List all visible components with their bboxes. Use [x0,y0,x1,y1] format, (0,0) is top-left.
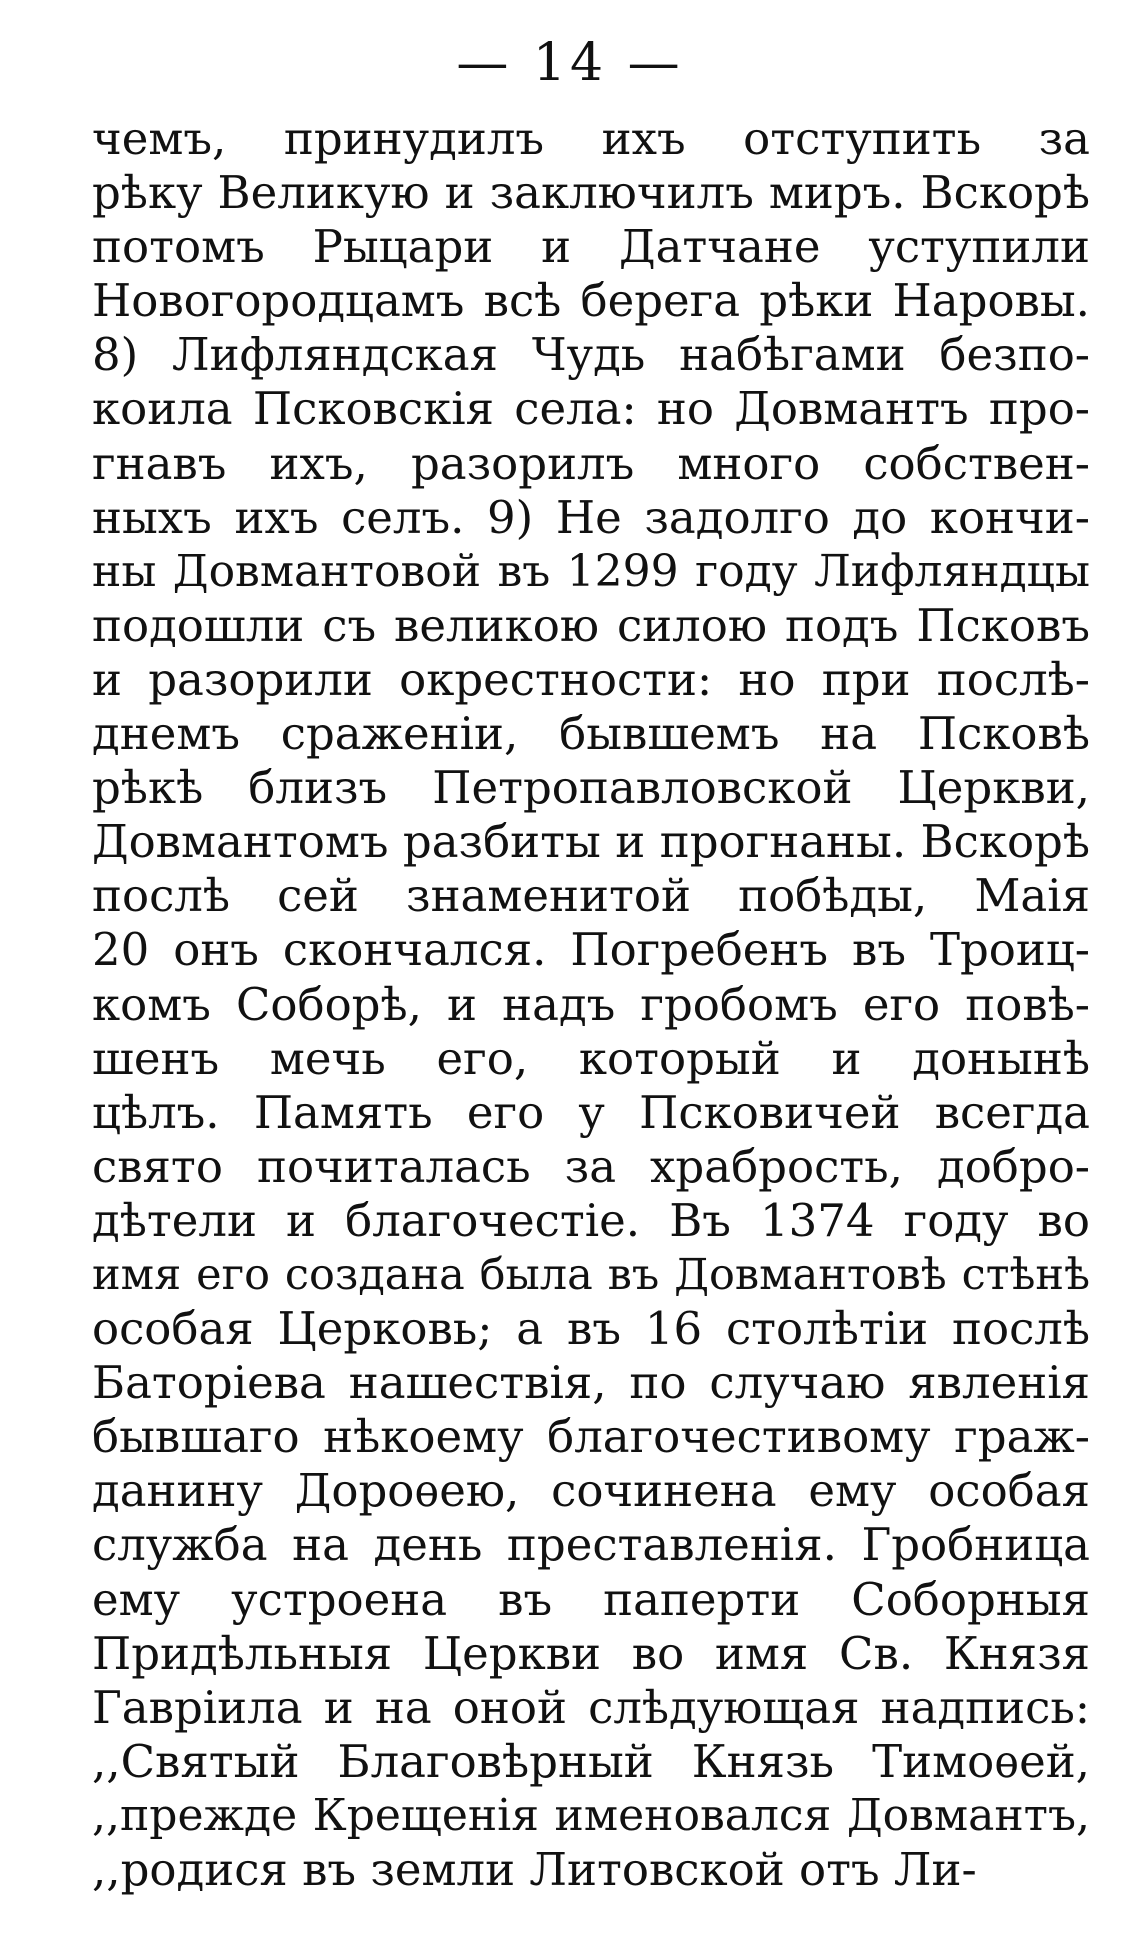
text-line: шенъ мечь его, который и донынѣ [92,1031,1090,1085]
text-line: Довмантомъ разбиты и прогнаны. Вскорѣ [92,815,1090,869]
text-line: бывшаго нѣкоему благочестивому граж- [92,1410,1090,1464]
text-line: и разорили окрестности: но при послѣ- [92,652,1090,706]
text-line: дѣтели и благочестіе. Въ 1374 году во [92,1193,1090,1247]
text-line: ,,прежде Крещенія именовался Довмантъ, [92,1789,1090,1841]
text-line: подошли съ великою силою подъ Псковъ [92,598,1090,652]
text-line: Придѣльныя Церкви во имя Св. Князя [92,1626,1090,1680]
text-line: 20 онъ скончался. Погребенъ въ Троиц- [92,923,1090,977]
text-line: 8) Лифляндская Чудь набѣгами безпо- [92,328,1090,382]
text-line: чемъ, принудилъ ихъ отступить за [92,112,1090,165]
text-line: Новогородцамъ всѣ берега рѣки Наровы. [92,274,1090,328]
text-line: свято почиталась за храбрость, добро- [92,1139,1090,1193]
body-text [92,112,1090,1897]
text-line: ему устроена въ паперти Соборныя [92,1572,1090,1626]
text-line: послѣ сей знаменитой побѣды, Маія [92,869,1090,923]
text-line: Баторіева нашествія, по случаю явленія [92,1356,1090,1410]
page-number: — 14 — [456,33,684,93]
text-line: цѣлъ. Память его у Псковичей всегда [92,1085,1090,1139]
text-line: данину Дороѳею, сочинена ему особая [92,1464,1090,1518]
text-line: Гавріила и на оной слѣдующая надпись: [92,1680,1090,1734]
text-line: рѣкѣ близъ Петропавловской Церкви, [92,761,1090,815]
text-line: ,,Святый Благовѣрный Князь Тимоѳей, [92,1734,1090,1788]
text-line: ны Довмантовой въ 1299 году Лифляндцы [92,545,1090,597]
text-line: коила Псковскія села: но Довмантъ про- [92,382,1090,436]
text-line: ,,родися въ земли Литовской отъ Ли- [92,1843,977,1896]
text-line: рѣку Великую и заключилъ миръ. Вскорѣ [92,166,1090,220]
text-line: особая Церковь; а въ 16 столѣтіи послѣ [92,1302,1090,1356]
text-line: днемъ сраженіи, бывшемъ на Псковѣ [92,707,1090,761]
text-line: служба на день преставленія. Гробница [92,1518,1090,1572]
text-line: потомъ Рыцари и Датчане уступили [92,220,1090,274]
text-line: ныхъ ихъ селъ. 9) Не задолго до кончи- [92,490,1090,544]
text-line: гнавъ ихъ, разорилъ много собствен- [92,436,1090,490]
text-line: имя его создана была въ Довмантовѣ стѣнѣ [92,1249,1090,1300]
text-line: комъ Соборѣ, и надъ гробомъ его повѣ- [92,977,1090,1031]
